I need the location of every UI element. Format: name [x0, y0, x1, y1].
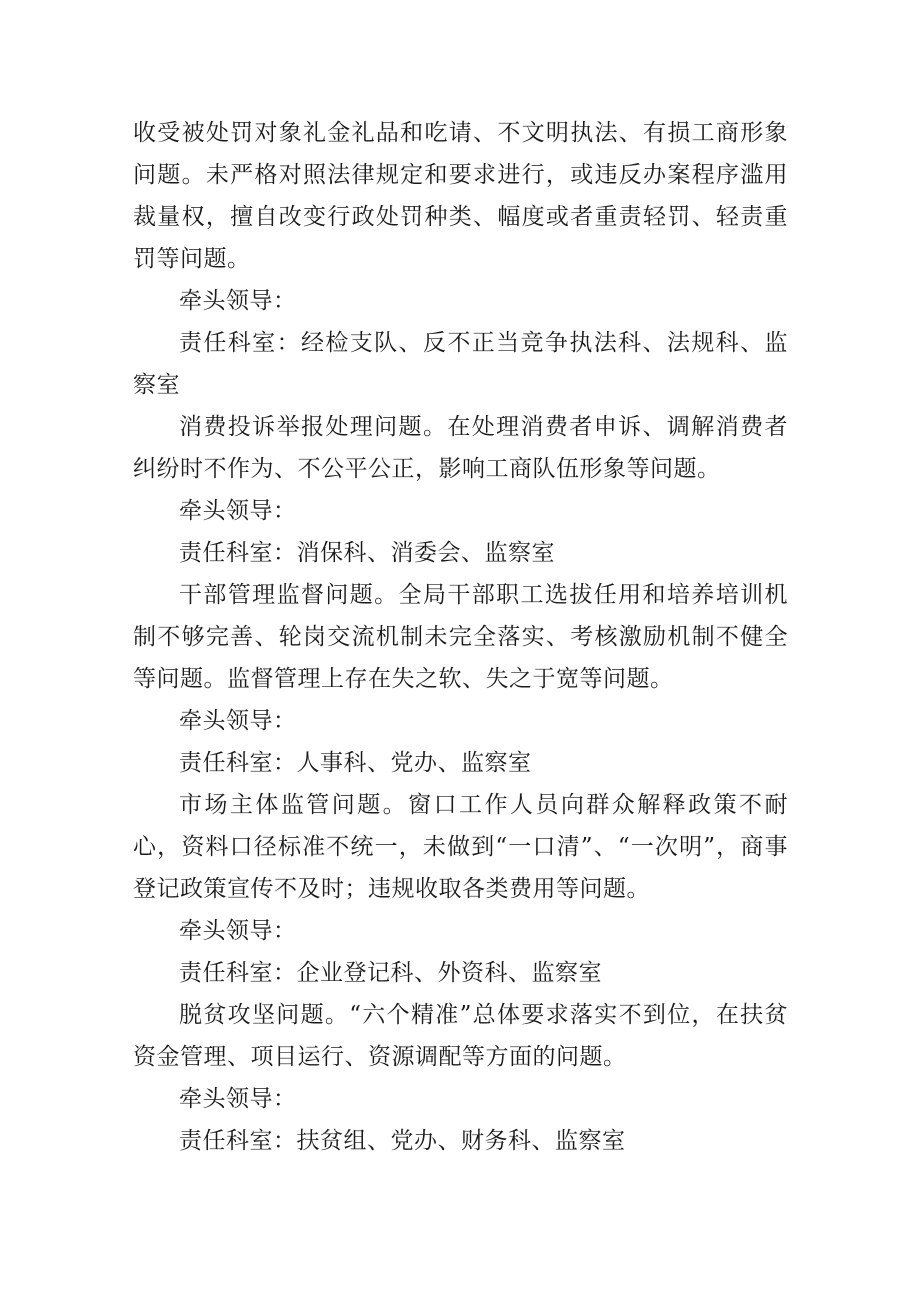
document-page — [133, 112, 788, 1162]
paragraph-continuation: 收受被处罚对象礼金礼品和吃请、不文明执法、有损工商形象问题。未严格对照法律规定和要求进行，或违反办案程序滥用裁量权，擅自改变行政处罚种类、幅度或者重责轻罚、轻责重罚等问题。 — [133, 120, 788, 272]
responsible-dept: 责任科室：经检支队、反不正当竞争执法科、法规科、监察室 — [133, 330, 788, 398]
responsible-dept: 责任科室：消保科、消委会、监察室 — [179, 540, 555, 566]
responsible-dept: 责任科室：企业登记科、外资科、监察室 — [179, 960, 602, 986]
issue-paragraph: 消费投诉举报处理问题。在处理消费者申诉、调解消费者纠纷时不作为、不公平公正，影响工商队伍形象等问题。 — [133, 414, 788, 482]
lead-leader-label: 牵头领导： — [179, 288, 297, 314]
lead-leader-label: 牵头领导： — [179, 708, 297, 734]
issue-paragraph: 市场主体监管问题。窗口工作人员向群众解释政策不耐心，资料口径标准不统一，未做到“一口清”、“一次明”，商事登记政策宣传不及时；违规收取各类费用等问题。 — [133, 792, 788, 902]
lead-leader-label: 牵头领导： — [179, 918, 297, 944]
responsible-dept: 责任科室：扶贫组、党办、财务科、监察室 — [179, 1128, 626, 1154]
lead-leader-label: 牵头领导： — [179, 1086, 297, 1112]
issue-paragraph: 脱贫攻坚问题。“六个精准”总体要求落实不到位，在扶贫资金管理、项目运行、资源调配等方面的问题。 — [133, 1002, 788, 1070]
lead-leader-label: 牵头领导： — [179, 498, 297, 524]
responsible-dept: 责任科室：人事科、党办、监察室 — [179, 750, 532, 776]
issue-paragraph: 干部管理监督问题。全局干部职工选拔任用和培养培训机制不够完善、轮岗交流机制未完全落实、考核激励机制不健全等问题。监督管理上存在失之软、失之于宽等问题。 — [133, 582, 788, 692]
